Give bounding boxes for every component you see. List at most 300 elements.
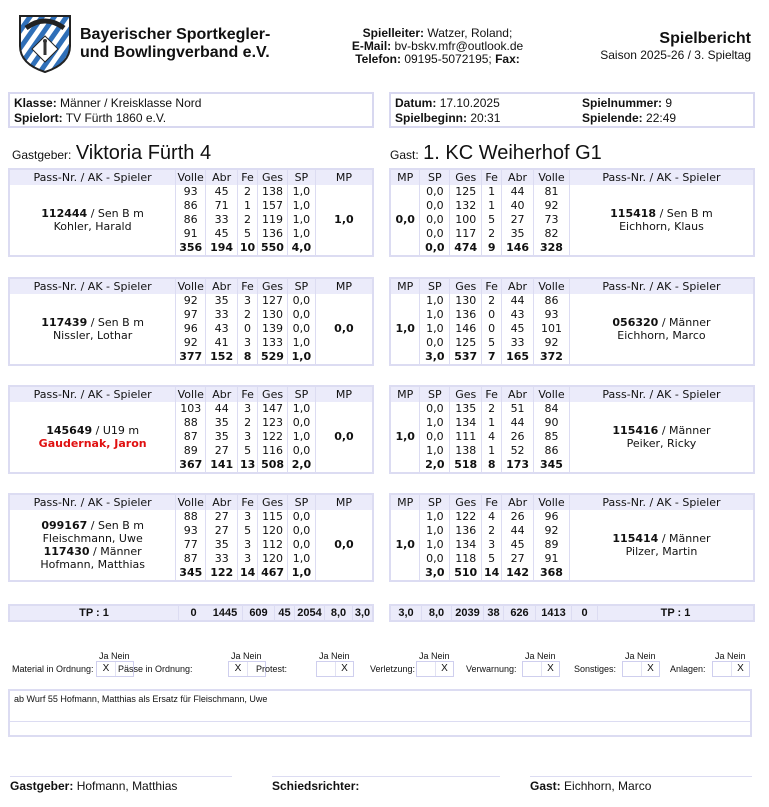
- table-header-row: [9, 494, 373, 510]
- check-box[interactable]: [522, 661, 560, 677]
- klasse-label: Klasse:: [14, 96, 57, 110]
- cell-fe: 5: [238, 444, 258, 458]
- cell-ges: 146: [450, 322, 482, 336]
- spielbeginn-value: 20:31: [470, 111, 501, 125]
- player-cell: [9, 185, 176, 256]
- cell-volle: 345: [534, 458, 570, 473]
- column-header-sp: SP: [287, 169, 315, 185]
- spielort-value: TV Fürth 1860 e.V.: [65, 111, 167, 125]
- organization-name: [80, 26, 270, 62]
- guest-tp: TP : 1: [597, 606, 753, 620]
- player-cell: [569, 185, 754, 256]
- player-pass-line: [10, 207, 175, 220]
- cell-abr: 27: [502, 213, 534, 227]
- cell-fe: 0: [238, 322, 258, 336]
- cell-volle: 93: [176, 524, 206, 538]
- signature-guest-label: Gast:: [530, 779, 561, 793]
- cell-sp: 0,0: [420, 199, 450, 213]
- cell-fe: 3: [238, 336, 258, 350]
- cell-volle: 81: [534, 185, 570, 199]
- player-cell: [569, 402, 754, 473]
- datum-label: Datum:: [395, 96, 437, 110]
- cell-sp: 0,0: [420, 213, 450, 227]
- player-name: Peiker, Ricky: [626, 437, 697, 450]
- check-box[interactable]: [416, 661, 454, 677]
- cell-sp: 0,0: [288, 538, 316, 552]
- season-subtitle: Saison 2025-26 / 3. Spieltag: [600, 48, 751, 62]
- check-box[interactable]: [316, 661, 354, 677]
- cell-volle: 92: [176, 294, 206, 308]
- home-player-table: [8, 168, 374, 257]
- cell-abr: 33: [206, 213, 238, 227]
- player-pass-number: 115414: [612, 532, 659, 545]
- check-box[interactable]: [712, 661, 750, 677]
- check-nein[interactable]: X: [335, 662, 353, 676]
- cell-abr: 45: [206, 185, 238, 199]
- cell-fe: 10: [238, 241, 258, 256]
- column-header-player: Pass-Nr. / AK - Spieler: [569, 169, 754, 185]
- cell-volle: 85: [534, 430, 570, 444]
- spielbeginn-label: Spielbeginn:: [395, 111, 467, 125]
- cell-sp: 0,0: [288, 524, 316, 538]
- guest-total-abr: 626: [503, 606, 535, 620]
- column-header-sp: SP: [287, 278, 315, 294]
- player-pass-line: [10, 545, 175, 558]
- cell-abr: 40: [502, 199, 534, 213]
- player-age-class: / Männer: [658, 532, 711, 545]
- email-label: E-Mail:: [351, 39, 392, 53]
- cell-sp: 0,0: [288, 510, 316, 524]
- player-age-class: / U19 m: [92, 424, 140, 437]
- cell-ges: 134: [450, 416, 482, 430]
- cell-sp: 1,0: [288, 430, 316, 444]
- match-point: 0,0: [315, 510, 373, 581]
- cell-ges: 510: [450, 566, 482, 581]
- cell-abr: 35: [206, 538, 238, 552]
- player-pass-number: 112444: [41, 207, 88, 220]
- cell-sp: 1,0: [420, 444, 450, 458]
- player-cell: [9, 510, 176, 581]
- player-age-class: / Männer: [658, 424, 711, 437]
- cell-ges: 136: [450, 308, 482, 322]
- cell-sp: 3,0: [420, 350, 450, 365]
- match-point: 0,0: [315, 402, 373, 473]
- game-row: [390, 402, 754, 416]
- cell-sp: 0,0: [420, 336, 450, 350]
- guest-team-title: [390, 142, 602, 165]
- player-pass-line: [570, 532, 753, 545]
- column-header-abr: Abr: [502, 494, 534, 510]
- check-nein[interactable]: X: [435, 662, 453, 676]
- column-header-fe: Fe: [482, 278, 502, 294]
- cell-abr: 45: [502, 322, 534, 336]
- game-row: [9, 294, 373, 308]
- telefon-label: Telefon:: [355, 52, 401, 66]
- player-pass-number: 115416: [612, 424, 659, 437]
- cell-volle: 101: [534, 322, 570, 336]
- cell-volle: 89: [176, 444, 206, 458]
- cell-sp: 2,0: [420, 458, 450, 473]
- cell-volle: 92: [534, 336, 570, 350]
- column-header-fe: Fe: [482, 169, 502, 185]
- home-player-table: [8, 385, 374, 474]
- column-header-ges: Ges: [258, 386, 288, 402]
- guest-totals: [389, 604, 755, 622]
- cell-abr: 142: [502, 566, 534, 581]
- signature-home: [10, 776, 232, 793]
- cell-abr: 33: [502, 336, 534, 350]
- cell-ges: 467: [258, 566, 288, 581]
- cell-volle: 97: [176, 308, 206, 322]
- player-pass-number: 117430: [43, 545, 90, 558]
- column-header-volle: Volle: [177, 387, 204, 401]
- player-cell: [9, 402, 176, 473]
- cell-ges: 127: [258, 294, 288, 308]
- cell-fe: 8: [238, 350, 258, 365]
- cell-volle: 87: [176, 552, 206, 566]
- guest-team-name: 1. KC Weiherhof G1: [423, 142, 602, 164]
- check-ja[interactable]: [713, 662, 731, 676]
- player-pass-line: [570, 207, 753, 220]
- cell-fe: 3: [482, 538, 502, 552]
- cell-fe: 0: [482, 308, 502, 322]
- player-pass-number: 056320: [612, 316, 659, 329]
- cell-ges: 123: [258, 416, 288, 430]
- cell-volle: 92: [534, 524, 570, 538]
- column-header-fe: Fe: [238, 169, 258, 185]
- cell-volle: 93: [176, 185, 206, 199]
- cell-abr: 41: [206, 336, 238, 350]
- cell-abr: 35: [206, 416, 238, 430]
- check-label: Protest:: [256, 664, 288, 674]
- column-header-player: Pass-Nr. / AK - Spieler: [9, 386, 176, 402]
- cell-abr: 194: [206, 241, 238, 256]
- column-header-mp: MP: [315, 386, 373, 402]
- cell-ges: 135: [450, 402, 482, 416]
- cell-fe: 2: [238, 308, 258, 322]
- cell-volle: 86: [534, 294, 570, 308]
- guest-player-table: [389, 277, 755, 366]
- cell-ges: 132: [450, 199, 482, 213]
- cell-abr: 51: [502, 402, 534, 416]
- cell-ges: 139: [258, 322, 288, 336]
- guest-total-volle: 1413: [535, 606, 571, 620]
- column-header-fe: Fe: [482, 386, 502, 402]
- cell-volle: 372: [534, 350, 570, 365]
- cell-fe: 2: [482, 227, 502, 241]
- cell-fe: 1: [238, 199, 258, 213]
- fax-label: Fax:: [495, 52, 520, 66]
- cell-ges: 138: [258, 185, 288, 199]
- player-cell: [569, 294, 754, 365]
- home-tp: TP : 1: [79, 607, 109, 619]
- cell-volle: 91: [534, 552, 570, 566]
- cell-fe: 1: [482, 416, 502, 430]
- cell-volle: 84: [534, 402, 570, 416]
- cell-sp: 0,0: [288, 444, 316, 458]
- cell-ges: 120: [258, 524, 288, 538]
- guest-total-ges: 2039: [451, 606, 483, 620]
- cell-sp: 1,0: [288, 566, 316, 581]
- player-name: Eichhorn, Klaus: [619, 220, 704, 233]
- cell-ges: 133: [258, 336, 288, 350]
- cell-fe: 2: [482, 294, 502, 308]
- table-header-row: [390, 169, 754, 185]
- cell-abr: 44: [502, 416, 534, 430]
- cell-ges: 120: [258, 552, 288, 566]
- player-pass-line: [10, 519, 175, 532]
- column-header-ges: Ges: [450, 169, 482, 185]
- cell-ges: 100: [450, 213, 482, 227]
- column-header-volle: Volle: [177, 279, 204, 293]
- spielnummer-value: 9: [665, 96, 673, 110]
- check-label: Material in Ordnung:: [12, 664, 94, 674]
- cell-volle: 92: [176, 336, 206, 350]
- cell-ges: 537: [450, 350, 482, 365]
- column-header-volle: Volle: [534, 386, 570, 402]
- home-player-table: [8, 493, 374, 582]
- cell-fe: 4: [482, 510, 502, 524]
- column-header-abr: Abr: [502, 169, 534, 185]
- column-header-sp: SP: [420, 386, 450, 402]
- column-header-abr: Abr: [206, 386, 238, 402]
- match-info-left: [8, 92, 374, 128]
- home-team-title: [12, 142, 211, 165]
- column-header-sp: SP: [420, 169, 450, 185]
- check-label: Verwarnung:: [466, 664, 517, 674]
- table-header-row: [9, 278, 373, 294]
- cell-fe: 3: [238, 510, 258, 524]
- column-header-abr: Abr: [206, 169, 238, 185]
- check-ja[interactable]: X: [102, 663, 110, 674]
- check-ja[interactable]: X: [234, 663, 242, 674]
- check-ja[interactable]: [317, 662, 335, 676]
- cell-volle: 328: [534, 241, 570, 256]
- player-name: Hofmann, Matthias: [40, 558, 145, 571]
- cell-abr: 26: [502, 430, 534, 444]
- cell-abr: 33: [206, 308, 238, 322]
- player-name: Pilzer, Martin: [625, 545, 698, 558]
- cell-volle: 86: [534, 444, 570, 458]
- home-total-volle: 1445: [212, 607, 238, 619]
- game-row: [9, 510, 373, 524]
- cell-ges: 122: [450, 510, 482, 524]
- contact-block: [330, 27, 545, 66]
- check-label: Sonstiges:: [574, 664, 617, 674]
- bskv-logo: [18, 12, 72, 74]
- player-pass-number: 099167: [41, 519, 88, 532]
- home-total-abr: 609: [242, 606, 274, 620]
- match-info-right: [389, 92, 755, 128]
- cell-abr: 35: [206, 430, 238, 444]
- column-header-volle: Volle: [534, 169, 570, 185]
- cell-volle: 90: [534, 416, 570, 430]
- cell-abr: 44: [206, 402, 238, 416]
- cell-fe: 14: [238, 566, 258, 581]
- email-value[interactable]: bv-bskv.mfr@outlook.de: [394, 39, 524, 53]
- cell-abr: 122: [206, 566, 238, 581]
- player-age-class: / Männer: [658, 316, 711, 329]
- cell-ges: 125: [450, 336, 482, 350]
- cell-fe: 3: [238, 552, 258, 566]
- cell-abr: 43: [206, 322, 238, 336]
- cell-abr: 35: [206, 294, 238, 308]
- column-header-sp: SP: [420, 494, 450, 510]
- cell-abr: 141: [206, 458, 238, 473]
- cell-volle: 88: [176, 416, 206, 430]
- game-row: [390, 185, 754, 199]
- cell-fe: 3: [238, 430, 258, 444]
- cell-abr: 146: [502, 241, 534, 256]
- column-header-fe: Fe: [238, 278, 258, 294]
- ja-nein-header: Ja Nein: [231, 651, 262, 661]
- cell-ges: 130: [258, 308, 288, 322]
- cell-fe: 7: [482, 350, 502, 365]
- spielleiter-value: Watzer, Roland;: [427, 26, 513, 40]
- check-nein[interactable]: X: [641, 662, 659, 676]
- column-header-mp: MP: [315, 169, 373, 185]
- game-row: [390, 510, 754, 524]
- player-name: Fleischmann, Uwe: [42, 532, 143, 545]
- column-header-abr: Abr: [206, 494, 238, 510]
- cell-volle: 377: [176, 350, 206, 365]
- home-total-fe: 45: [274, 606, 294, 620]
- cell-volle: 93: [534, 308, 570, 322]
- cell-sp: 1,0: [287, 199, 315, 213]
- check-nein[interactable]: X: [541, 662, 559, 676]
- column-header-player: Pass-Nr. / AK - Spieler: [569, 494, 754, 510]
- check-ja[interactable]: [417, 662, 435, 676]
- cell-sp: 1,0: [420, 308, 450, 322]
- home-total-sp: 8,0: [324, 606, 352, 620]
- match-point: 1,0: [395, 430, 415, 443]
- cell-sp: 1,0: [287, 227, 315, 241]
- remarks-line-1[interactable]: ab Wurf 55 Hofmann, Matthias als Ersatz für Fleischmann, Uwe: [10, 691, 750, 722]
- cell-volle: 368: [534, 566, 570, 581]
- cell-ges: 117: [450, 227, 482, 241]
- cell-abr: 44: [502, 524, 534, 538]
- cell-sp: 1,0: [420, 538, 450, 552]
- org-line-2: und Bowlingverband e.V.: [80, 44, 270, 61]
- cell-ges: 474: [450, 241, 482, 256]
- cell-abr: 152: [206, 350, 238, 365]
- cell-ges: 122: [258, 430, 288, 444]
- cell-sp: 1,0: [420, 524, 450, 538]
- column-header-fe: Fe: [238, 494, 258, 510]
- home-player-table: [8, 277, 374, 366]
- player-pass-line: [10, 424, 175, 437]
- cell-fe: 5: [482, 552, 502, 566]
- game-row: [390, 294, 754, 308]
- player-pass-line: [10, 316, 175, 329]
- cell-abr: 35: [502, 227, 534, 241]
- cell-volle: 96: [534, 510, 570, 524]
- cell-ges: 157: [258, 199, 288, 213]
- cell-sp: 3,0: [420, 566, 450, 581]
- check-label: Verletzung:: [370, 664, 416, 674]
- cell-abr: 44: [502, 294, 534, 308]
- column-header-mp: MP: [390, 278, 420, 294]
- cell-ges: 518: [450, 458, 482, 473]
- column-header-mp: MP: [390, 169, 420, 185]
- remarks-box[interactable]: [8, 689, 752, 737]
- cell-fe: 4: [482, 430, 502, 444]
- game-row: [9, 185, 373, 199]
- cell-sp: 0,0: [420, 552, 450, 566]
- telefon-value: 09195-5072195;: [404, 52, 492, 66]
- column-header-mp: MP: [390, 494, 420, 510]
- ja-nein-header: Ja Nein: [625, 651, 656, 661]
- cell-abr: 33: [206, 552, 238, 566]
- signature-referee: [272, 776, 500, 793]
- match-point: 1,0: [395, 538, 415, 551]
- cell-abr: 43: [502, 308, 534, 322]
- column-header-volle: Volle: [534, 494, 570, 510]
- column-header-ges: Ges: [258, 169, 288, 185]
- cell-ges: 529: [258, 350, 288, 365]
- spielende-label: Spielende:: [582, 111, 643, 125]
- cell-sp: 0,0: [420, 227, 450, 241]
- ja-nein-header: Ja Nein: [715, 651, 746, 661]
- cell-abr: 71: [206, 199, 238, 213]
- signature-home-value: Hofmann, Matthias: [76, 779, 178, 793]
- cell-ges: 136: [258, 227, 288, 241]
- cell-fe: 14: [482, 566, 502, 581]
- cell-fe: 9: [482, 241, 502, 256]
- cell-fe: 2: [482, 402, 502, 416]
- cell-ges: 111: [450, 430, 482, 444]
- check-ja[interactable]: [523, 662, 541, 676]
- cell-fe: 1: [482, 444, 502, 458]
- player-age-class: / Sen B m: [87, 207, 144, 220]
- check-nein[interactable]: X: [731, 662, 749, 676]
- cell-abr: 44: [502, 185, 534, 199]
- player-pass-number: 117439: [41, 316, 88, 329]
- check-ja[interactable]: [623, 662, 641, 676]
- column-header-abr: Abr: [502, 386, 534, 402]
- column-header-abr: Abr: [502, 278, 534, 294]
- column-header-volle: Volle: [177, 170, 204, 184]
- player-age-class: / Männer: [89, 545, 142, 558]
- column-header-ges: Ges: [258, 278, 288, 294]
- spielnummer-label: Spielnummer:: [582, 96, 663, 110]
- cell-fe: 1: [482, 185, 502, 199]
- cell-sp: 1,0: [420, 322, 450, 336]
- cell-ges: 130: [450, 294, 482, 308]
- cell-volle: 87: [176, 430, 206, 444]
- cell-ges: 508: [258, 458, 288, 473]
- cell-ges: 118: [450, 552, 482, 566]
- column-header-mp: MP: [315, 494, 373, 510]
- column-header-mp: MP: [315, 278, 373, 294]
- cell-volle: 77: [176, 538, 206, 552]
- column-header-ges: Ges: [258, 494, 288, 510]
- column-header-ges: Ges: [450, 386, 482, 402]
- column-header-volle: Volle: [534, 278, 570, 294]
- column-header-player: Pass-Nr. / AK - Spieler: [9, 278, 176, 294]
- player-name: Nissler, Lothar: [52, 329, 133, 342]
- check-box[interactable]: [622, 661, 660, 677]
- home-total-mp: 3,0: [352, 606, 372, 620]
- org-line-1: Bayerischer Sportkegler-: [80, 26, 271, 43]
- column-header-ges: Ges: [450, 494, 482, 510]
- cell-fe: 8: [482, 458, 502, 473]
- cell-fe: 5: [482, 213, 502, 227]
- cell-sp: 0,0: [420, 241, 450, 256]
- cell-abr: 27: [502, 552, 534, 566]
- guest-total-fe: 38: [483, 606, 503, 620]
- cell-ges: 116: [258, 444, 288, 458]
